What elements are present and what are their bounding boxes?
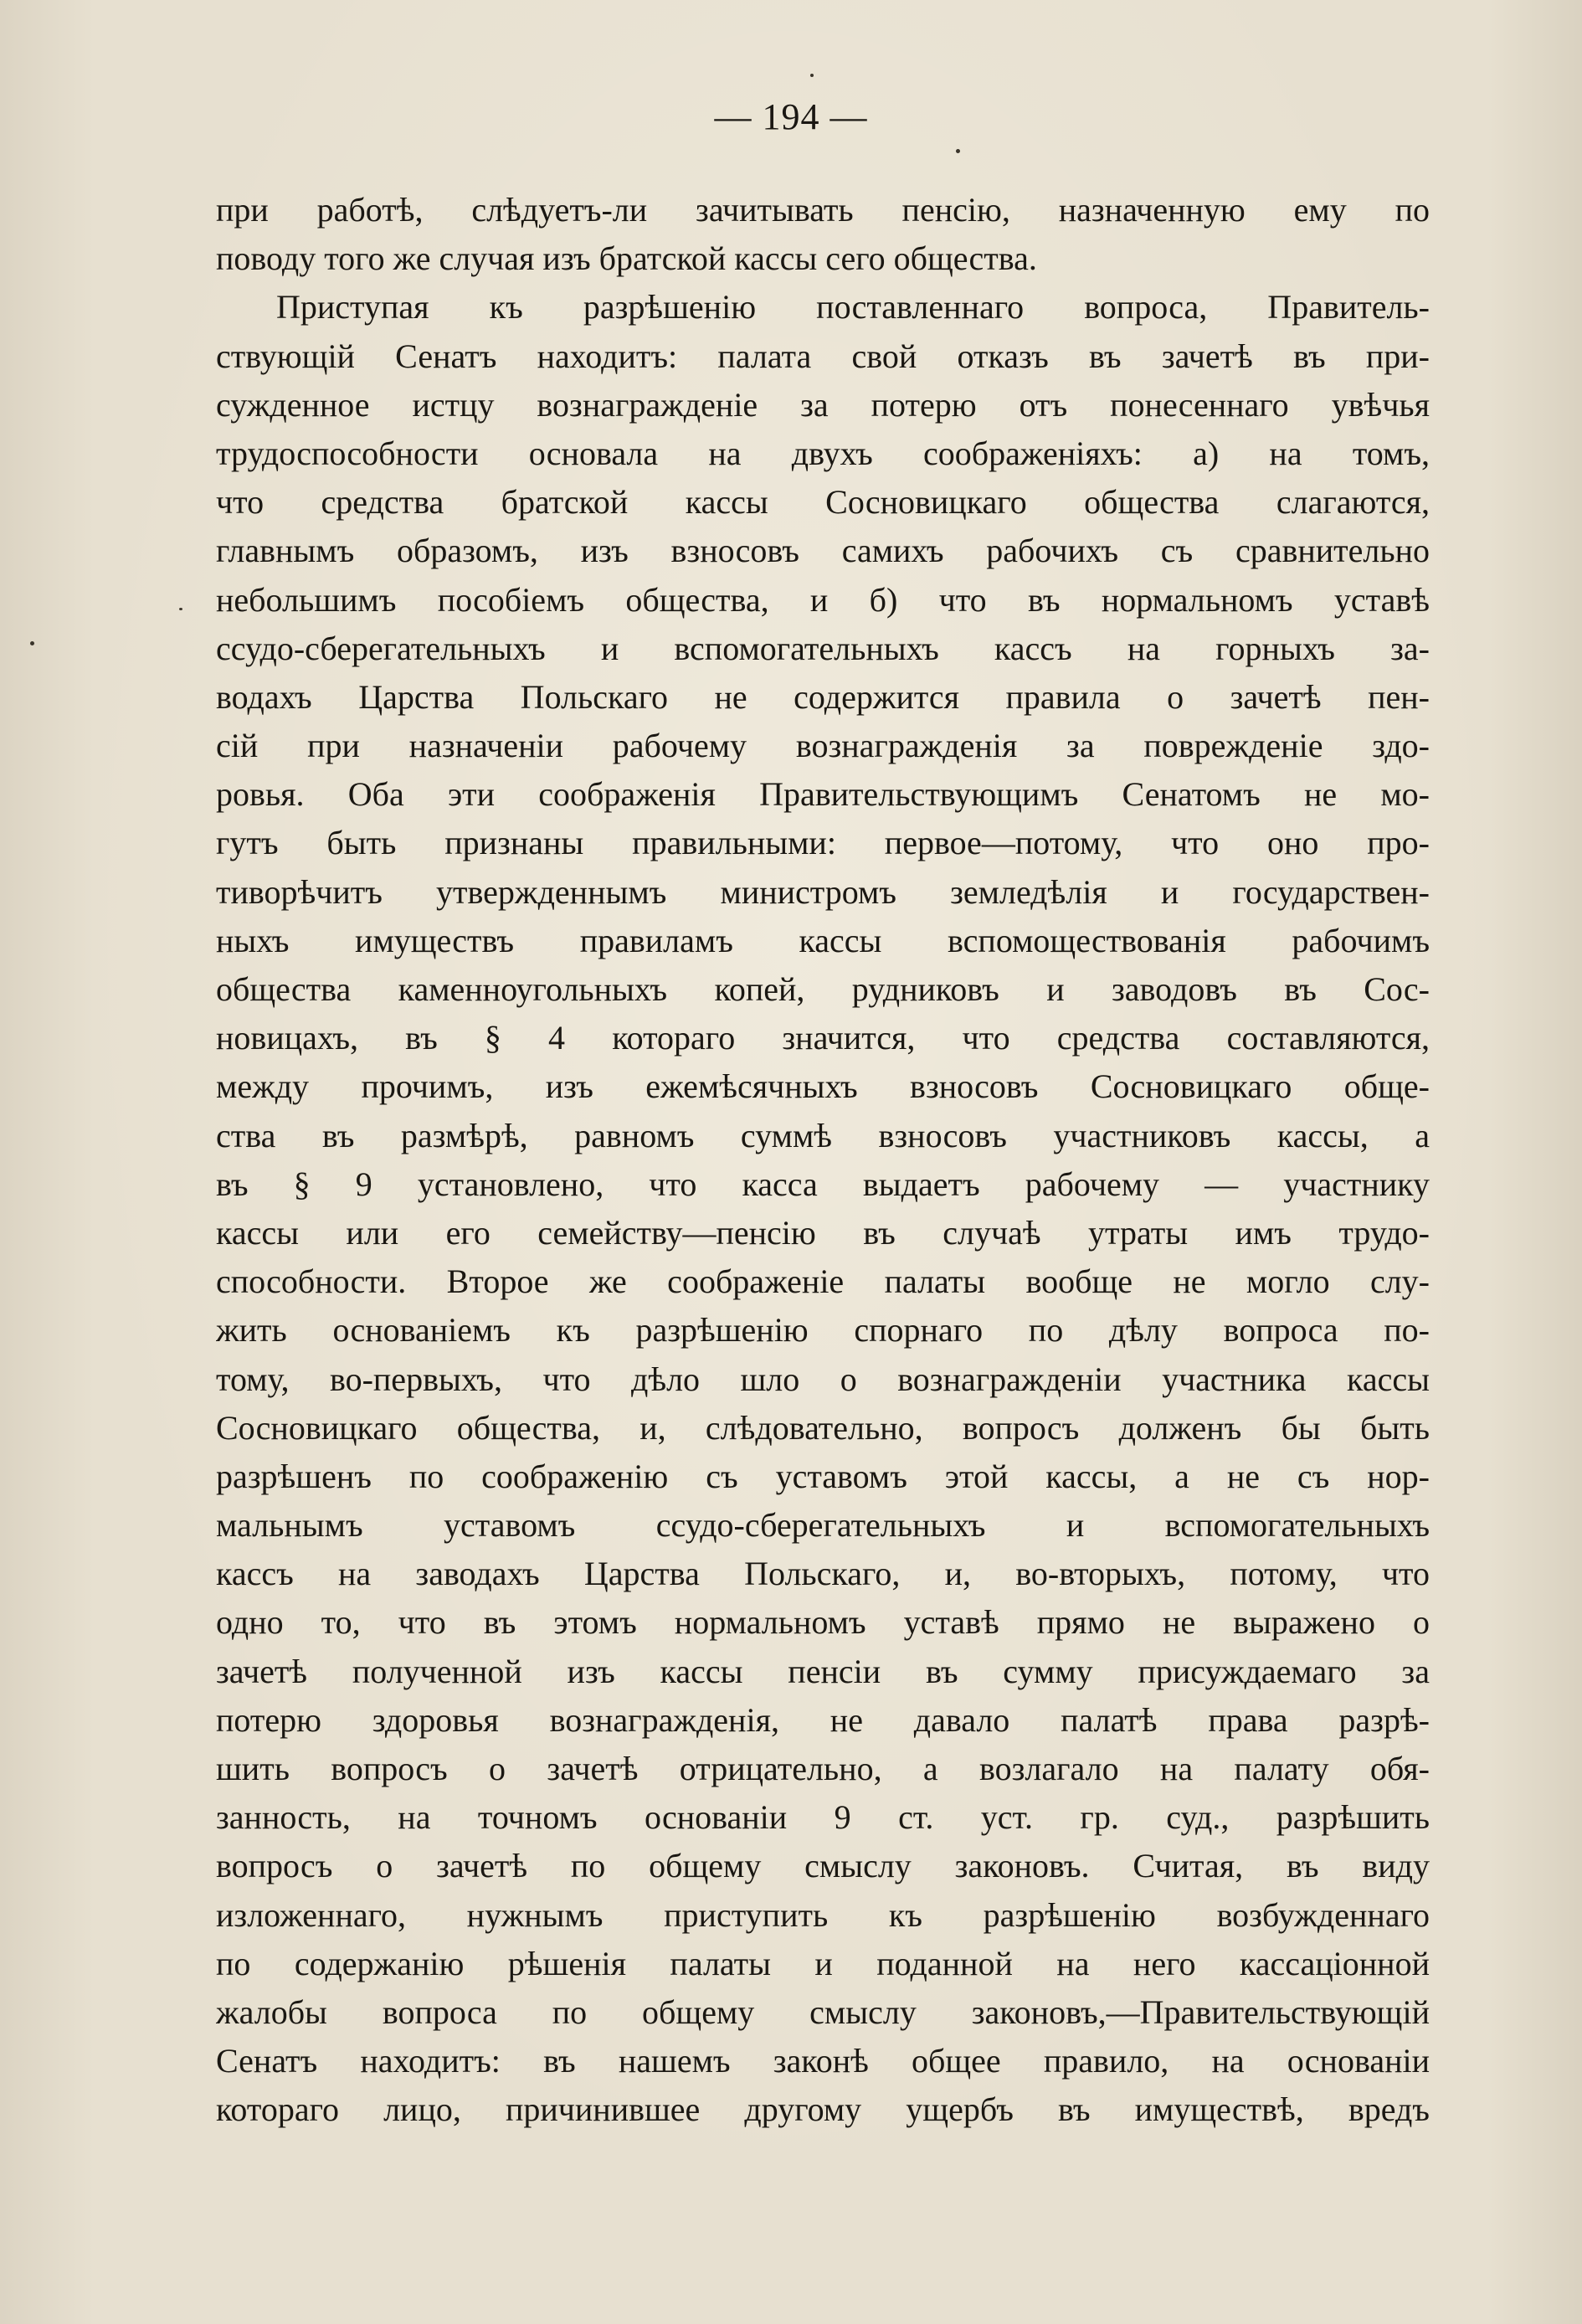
text-line: ссудо-сберегательныхъ и вспомогательныхъ кассъ на горныхъ за- <box>216 629 1430 667</box>
text-line: жалобы вопроса по общему смыслу законовъ,—Правительствующій <box>216 1992 1430 2031</box>
text-line: способности. Второе же соображеніе палаты вообще не могло слу- <box>216 1262 1430 1301</box>
text-line: небольшимъ пособіемъ общества, и б) что въ нормальномъ уставѣ <box>216 580 1430 619</box>
text-line: кассъ на заводахъ Царства Польскаго, и, во-вторыхъ, потому, что <box>216 1555 1430 1593</box>
text-line: главнымъ образомъ, изъ взносовъ самихъ рабочихъ съ сравнительно <box>216 532 1430 570</box>
text-line: Сенатъ находитъ: въ нашемъ законѣ общее правило, на основаніи <box>216 2042 1430 2080</box>
text-line: Приступая къ разрѣшенію поставленнаго вопроса, Правитель- <box>276 288 1430 326</box>
text-line: водахъ Царства Польскаго не содержится правила о зачетѣ пен- <box>216 677 1430 716</box>
text-line: ровья. Оба эти соображенія Правительствующимъ Сенатомъ не мо- <box>216 775 1430 814</box>
body-text <box>216 186 1430 2135</box>
text-line: поводу того же случая изъ братской кассы сего общества. <box>216 239 1037 278</box>
text-line: жить основаніемъ къ разрѣшенію спорнаго по дѣлу вопроса по- <box>216 1311 1430 1350</box>
text-line: по содержанію рѣшенія палаты и поданной на него кассаціонной <box>216 1944 1430 1982</box>
text-line: одно то, что въ этомъ нормальномъ уставѣ прямо не выражено о <box>216 1603 1430 1642</box>
text-line: вопросъ о зачетѣ по общему смыслу законовъ. Считая, въ виду <box>216 1847 1430 1885</box>
ink-speck <box>179 608 182 610</box>
text-line: гутъ быть признаны правильными: первое—потому, что оно про- <box>216 824 1430 862</box>
text-line: потерю здоровья вознагражденія, не давало палатѣ права разрѣ- <box>216 1700 1430 1739</box>
text-line: кассы или его семейству—пенсію въ случаѣ утраты имъ трудо- <box>216 1213 1430 1252</box>
text-line: ныхъ имуществъ правиламъ кассы вспомоществованія рабочимъ <box>216 921 1430 959</box>
text-line: между прочимъ, изъ ежемѣсячныхъ взносовъ Сосновицкаго обще- <box>216 1067 1430 1106</box>
ink-speck <box>956 149 960 153</box>
text-line: тиворѣчитъ утвержденнымъ министромъ земледѣлія и государствен- <box>216 872 1430 911</box>
text-line: изложеннаго, нужнымъ приступить къ разрѣшенію возбужденнаго <box>216 1895 1430 1934</box>
text-line: общества каменноугольныхъ копей, рудниковъ и заводовъ въ Сос- <box>216 970 1430 1008</box>
text-line: зачетѣ полученной изъ кассы пенсіи въ сумму присуждаемаго за <box>216 1652 1430 1690</box>
text-line: что средства братской кассы Сосновицкаго общества слагаются, <box>216 483 1430 522</box>
text-line: при работѣ, слѣдуетъ-ли зачитывать пенсію, назначенную ему по <box>216 191 1430 229</box>
text-line: ства въ размѣрѣ, равномъ суммѣ взносовъ участниковъ кассы, а <box>216 1116 1430 1154</box>
text-line: шить вопросъ о зачетѣ отрицательно, а возлагало на палату обя- <box>216 1750 1430 1787</box>
text-line: тому, во-первыхъ, что дѣло шло о вознагражденіи участника кассы <box>216 1360 1430 1398</box>
text-line: разрѣшенъ по соображенію съ уставомъ этой кассы, а не съ нор- <box>216 1457 1430 1495</box>
ink-speck <box>810 74 814 77</box>
ink-speck <box>30 641 34 645</box>
text-line: ствующій Сенатъ находитъ: палата свой отказъ въ зачетѣ въ при- <box>216 337 1430 375</box>
text-line: сій при назначеніи рабочему вознагражденія за поврежденіе здо- <box>216 727 1430 765</box>
text-line: въ § 9 установлено, что касса выдаетъ рабочему — участнику <box>216 1165 1430 1203</box>
page-number: — 194 — <box>714 96 868 137</box>
text-line: сужденное истцу вознагражденіе за потерю отъ понесеннаго увѣчья <box>216 385 1430 424</box>
text-line: котораго лицо, причинившее другому ущербъ въ имуществѣ, вредъ <box>216 2090 1430 2129</box>
text-line: Сосновицкаго общества, и, слѣдовательно, вопросъ долженъ бы быть <box>216 1408 1430 1447</box>
text-line: новицахъ, въ § 4 котораго значится, что средства составляются, <box>216 1019 1430 1057</box>
text-line: трудоспособности основала на двухъ соображеніяхъ: а) на томъ, <box>216 434 1430 472</box>
text-line: мальнымъ уставомъ ссудо-сберегательныхъ и вспомогательныхъ <box>216 1506 1430 1545</box>
text-line: занность, на точномъ основаніи 9 ст. уст. гр. суд., разрѣшить <box>216 1798 1430 1837</box>
